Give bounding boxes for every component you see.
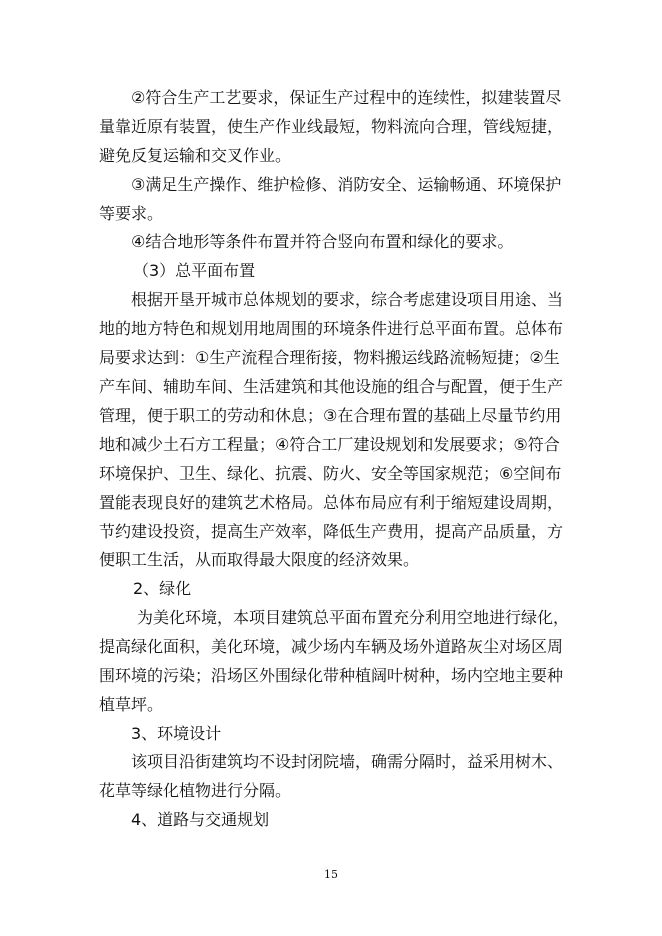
text-line: 植草坪。 bbox=[99, 695, 164, 714]
text-line: 便职工生活，从而取得最大限度的经济效果。 bbox=[99, 550, 420, 569]
text-line: 为美化环境，本项目建筑总平面布置充分利用空地进行绿化， bbox=[137, 608, 570, 627]
text-line: 地和减少土石方工程量；④符合工厂建设规划和发展要求；⑤符合 bbox=[99, 435, 560, 454]
text-line: 避免反复运输和交叉作业。 bbox=[99, 146, 292, 165]
text-line: 量靠近原有装置，使生产作业线最短，物料流向合理，管线短捷， bbox=[99, 117, 564, 136]
text-line: 花草等绿化植物进行分隔。 bbox=[99, 781, 292, 800]
text-line: 围环境的污染；沿场区外围绿化带种植阔叶树种，场内空地主要种 bbox=[99, 666, 564, 685]
section-heading: （3）总平面布置 bbox=[133, 261, 256, 280]
text-line: 地的地方特色和规划用地周围的环境条件进行总平面布置。总体布 bbox=[99, 319, 564, 338]
text-line: 置能表现良好的建筑艺术格局。总体布局应有利于缩短建设周期， bbox=[99, 493, 564, 512]
page-number: 15 bbox=[324, 868, 338, 881]
text-line: 提高绿化面积，美化环境，减少场内车辆及场外道路灰尘对场区周 bbox=[99, 637, 564, 656]
section-heading: 2、绿化 bbox=[133, 579, 192, 598]
text-line: 局要求达到：①生产流程合理衔接，物料搬运线路流畅短捷；②生 bbox=[99, 348, 560, 367]
text-line: 产车间、辅助车间、生活建筑和其他设施的组合与配置，便于生产 bbox=[99, 377, 564, 396]
text-line: 该项目沿街建筑均不设封闭院墙，确需分隔时，益采用树木、 bbox=[131, 752, 564, 771]
section-heading: 3、环境设计 bbox=[131, 724, 222, 743]
text-line: ②符合生产工艺要求，保证生产过程中的连续性，拟建装置尽 bbox=[131, 88, 562, 107]
text-line: 环境保护、卫生、绿化、抗震、防火、安全等国家规范；⑥空间布 bbox=[99, 464, 562, 483]
section-heading: 4、道路与交通规划 bbox=[131, 810, 270, 829]
text-line: ④结合地形等条件布置并符合竖向布置和绿化的要求。 bbox=[131, 232, 514, 251]
text-line: 根据开垦开城市总体规划的要求，综合考虑建设项目用途、当 bbox=[131, 290, 564, 309]
text-line: ③满足生产操作、维护检修、消防安全、运输畅通、环境保护 bbox=[131, 175, 562, 194]
text-line: 等要求。 bbox=[99, 204, 164, 223]
text-line: 节约建设投资，提高生产效率，降低生产费用，提高产品质量，方 bbox=[99, 522, 564, 541]
text-line: 管理，便于职工的劳动和休息；③在合理布置的基础上尽量节约用 bbox=[99, 406, 562, 425]
